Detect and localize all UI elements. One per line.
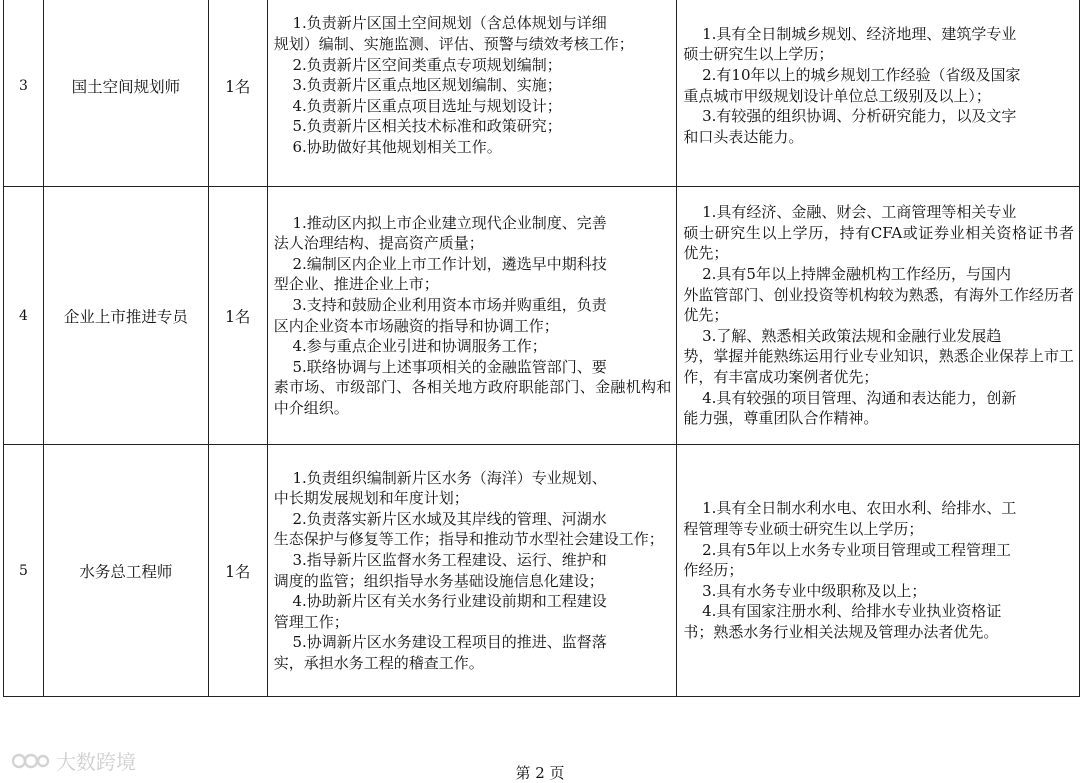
list-item xyxy=(274,116,672,137)
requirements-cell xyxy=(677,445,1080,697)
list-item-continuation: 程管理等专业硕士研究生以上学历； xyxy=(683,520,924,539)
list-item-line: 1.负责新片区国土空间规划（含总体规划与详细 xyxy=(292,14,607,33)
list-item-continuation: 作经历； xyxy=(683,561,744,580)
list-item-continuation: 重点城市甲级规划设计单位总工级别及以上）； xyxy=(683,86,991,105)
list-item xyxy=(683,24,1074,65)
row-number: 4 xyxy=(4,187,44,445)
duties-cell xyxy=(267,0,677,187)
list-item xyxy=(683,581,1074,602)
list-item xyxy=(274,336,672,357)
list-item-line: 4.具有较强的项目管理、沟通和表达能力，创新 xyxy=(702,388,1017,407)
list-item xyxy=(274,357,672,419)
duties-cell-text xyxy=(268,13,677,157)
requirements-cell xyxy=(677,0,1080,187)
list-item xyxy=(274,468,672,509)
list-item xyxy=(274,13,672,54)
job-table xyxy=(3,0,1080,697)
list-item-line: 3.指导新片区监督水务工程建设、运行、维护和 xyxy=(292,550,607,569)
requirements-cell xyxy=(677,187,1080,445)
list-item xyxy=(683,540,1074,581)
list-item-continuation: 书；熟悉水务行业相关法规及管理办法者优先。 xyxy=(683,622,999,641)
list-item-continuation: 能力强，尊重团队合作精神。 xyxy=(683,409,879,428)
list-item-continuation: 型企业、推进企业上市； xyxy=(273,275,439,294)
duties-cell xyxy=(267,445,677,697)
headcount: 1名 xyxy=(208,0,267,187)
list-item-continuation: 区内企业资本市场融资的指导和协调工作； xyxy=(273,316,559,335)
list-item-line: 6.协助做好其他规划相关工作。 xyxy=(292,137,502,156)
list-item-line: 3.负责新片区重点地区规划编制、实施； xyxy=(292,76,562,95)
list-item-line: 3.支持和鼓励企业利用资本市场并购重组，负责 xyxy=(292,295,607,314)
list-item-line: 4.参与重点企业引进和协调服务工作； xyxy=(292,337,547,356)
list-item-continuation: 和口头表达能力。 xyxy=(683,127,804,146)
list-item-line: 1.负责组织编制新片区水务（海洋）专业规划、 xyxy=(292,468,607,487)
list-item-continuation: 生态保护与修复等工作；指导和推动节水型社会建设工作； xyxy=(273,530,664,549)
list-item-line: 1.具有经济、金融、财会、工商管理等相关专业 xyxy=(702,203,1017,222)
table-row xyxy=(4,0,1080,187)
list-item-continuation: 素市场、市级部门、各相关地方政府职能部门、金融机构和中介组织。 xyxy=(273,378,672,417)
position-title: 水务总工程师 xyxy=(43,445,208,697)
watermark-text: 大数跨境 xyxy=(56,750,136,774)
list-item xyxy=(274,75,672,96)
list-item xyxy=(274,509,672,550)
list-item-line: 4.具有国家注册水利、给排水专业执业资格证 xyxy=(702,602,1002,621)
list-item-line: 2.有10年以上的城乡规划工作经验（省级及国家 xyxy=(702,65,1021,84)
duties-cell-text xyxy=(268,213,677,419)
list-item xyxy=(274,137,672,158)
position-title: 企业上市推进专员 xyxy=(43,187,208,445)
list-item-continuation: 管理工作； xyxy=(273,612,349,631)
list-item xyxy=(274,295,672,336)
list-item-line: 3.有较强的组织协调、分析研究能力，以及文字 xyxy=(702,107,1017,126)
list-item-line: 1.推动区内拟上市企业建立现代企业制度、完善 xyxy=(292,213,607,232)
duties-cell-text xyxy=(268,468,677,674)
requirements-cell-text xyxy=(677,24,1079,148)
requirements-cell-text xyxy=(677,202,1079,429)
list-item-continuation: 硕士研究生以上学历； xyxy=(683,45,834,64)
list-item-line: 3.具有水务专业中级职称及以上； xyxy=(702,581,927,600)
list-item-continuation: 势，掌握并能熟练运用行业专业知识，熟悉企业保荐上市工作，有丰富成功案例者优先； xyxy=(683,347,1074,386)
row-number: 3 xyxy=(4,0,44,187)
list-item-continuation: 规划）编制、实施监测、评估、预警与绩效考核工作； xyxy=(273,35,634,54)
list-item xyxy=(274,591,672,632)
page-footer: 第 2 页 xyxy=(515,764,565,782)
list-item xyxy=(274,632,672,673)
list-item-line: 1.具有全日制城乡规划、经济地理、建筑学专业 xyxy=(702,24,1017,43)
headcount: 1名 xyxy=(208,445,267,697)
list-item xyxy=(683,264,1074,326)
list-item xyxy=(683,388,1074,429)
headcount: 1名 xyxy=(208,187,267,445)
list-item-continuation: 中长期发展规划和年度计划； xyxy=(273,489,469,508)
list-item-continuation: 调度的监管；组织指导水务基础设施信息化建设； xyxy=(273,571,604,590)
list-item-line: 5.联络协调与上述事项相关的金融监管部门、要 xyxy=(292,357,607,376)
list-item xyxy=(274,550,672,591)
list-item-line: 5.负责新片区相关技术标准和政策研究； xyxy=(292,117,562,136)
list-item-line: 5.协调新片区水务建设工程项目的推进、监督落 xyxy=(292,633,607,652)
list-item-line: 2.负责新片区空间类重点专项规划编制； xyxy=(292,55,562,74)
list-item-line: 1.具有全日制水利水电、农田水利、给排水、工 xyxy=(702,499,1017,518)
list-item xyxy=(274,55,672,76)
list-item-line: 4.协助新片区有关水务行业建设前期和工程建设 xyxy=(292,592,607,611)
list-item-line: 3.了解、熟悉相关政策法规和金融行业发展趋 xyxy=(702,326,1002,345)
row-number: 5 xyxy=(4,445,44,697)
list-item xyxy=(274,254,672,295)
position-title: 国土空间规划师 xyxy=(43,0,208,187)
list-item xyxy=(274,96,672,117)
list-item-line: 2.具有5年以上水务专业项目管理或工程管理工 xyxy=(702,540,1011,559)
list-item-continuation: 实，承担水务工程的稽查工作。 xyxy=(273,653,484,672)
requirements-cell-text xyxy=(677,498,1079,642)
list-item-continuation: 硕士研究生以上学历，持有CFA或证券业相关资格证书者优先； xyxy=(683,223,1074,263)
list-item-line: 4.负责新片区重点项目选址与规划设计； xyxy=(292,96,562,115)
table-row xyxy=(4,187,1080,445)
list-item-continuation: 外监管部门、创业投资等机构较为熟悉，有海外工作经历者优先； xyxy=(683,285,1074,325)
list-item xyxy=(683,601,1074,642)
table-row xyxy=(4,445,1080,697)
duties-cell xyxy=(267,187,677,445)
list-item xyxy=(683,326,1074,388)
list-item xyxy=(274,213,672,254)
list-item xyxy=(683,65,1074,106)
list-item xyxy=(683,106,1074,147)
list-item xyxy=(683,498,1074,539)
list-item-line: 2.负责落实新片区水域及其岸线的管理、河湖水 xyxy=(292,509,607,528)
list-item-line: 2.编制区内企业上市工作计划，遴选早中期科技 xyxy=(292,254,607,273)
list-item-line: 2.具有5年以上持牌金融机构工作经历，与国内 xyxy=(702,265,1011,284)
list-item-continuation: 法人治理结构、提高资产质量； xyxy=(273,234,484,253)
list-item xyxy=(683,202,1074,264)
